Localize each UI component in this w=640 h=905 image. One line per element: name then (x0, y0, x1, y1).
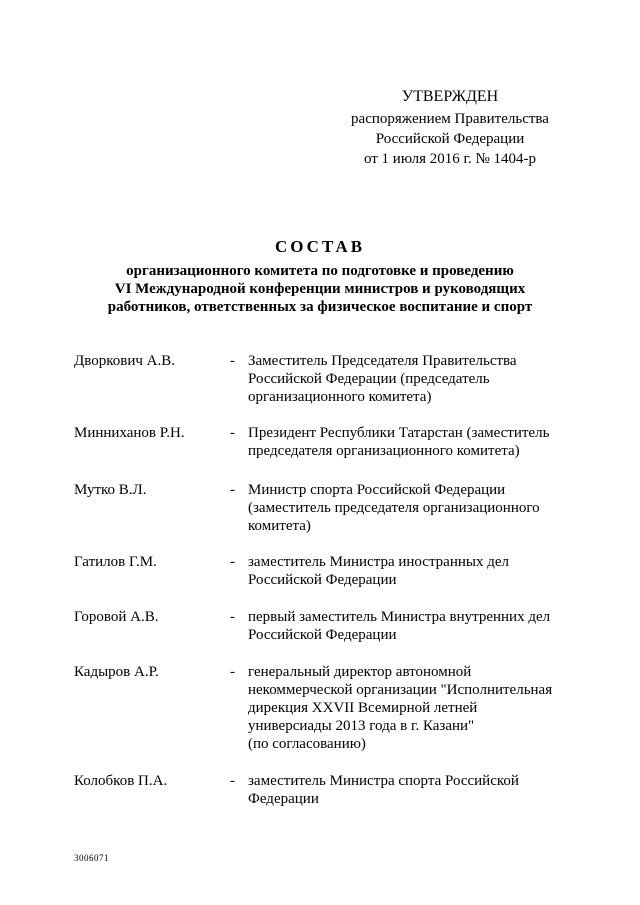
member-dash: - (230, 554, 235, 570)
member-dash: - (230, 482, 235, 498)
document-title: СОСТАВ (274, 237, 366, 256)
member-role: Министр спорта Российской Федерации (заместитель председателя организационного комитета) (248, 482, 540, 534)
subtitle-line-1: организационного комитета по подготовке и проведению (126, 263, 514, 279)
approval-line-3: от 1 июля 2016 г. № 1404-р (363, 151, 537, 167)
member-name: Гатилов Г.М. (74, 554, 157, 570)
member-name: Мутко В.Л. (74, 482, 147, 498)
document-subtitle (60, 262, 580, 316)
member-role: генеральный директор автономной некоммерческой организации "Исполнительная дирекция XXVII Всемирной летней универсиады 2013 года в г. Казани" (по согласованию) (248, 664, 553, 752)
member-row (74, 608, 574, 644)
member-dash: - (230, 425, 235, 441)
approval-stamp (330, 87, 570, 169)
member-dash: - (230, 773, 235, 789)
approval-line-1: распоряжением Правительства (351, 111, 549, 127)
subtitle-line-2: VI Международной конференции министров и руководящих (114, 281, 526, 297)
title-block (60, 236, 580, 316)
member-row (74, 553, 574, 589)
approved-label: УТВЕРЖДЕН (401, 88, 499, 105)
member-role: заместитель Министра спорта Российской Федерации (248, 773, 519, 807)
member-row (74, 663, 574, 753)
approval-line-2: Российской Федерации (375, 131, 525, 147)
member-row (74, 772, 574, 808)
member-row (74, 352, 574, 406)
member-dash: - (230, 353, 235, 369)
subtitle-line-3: работников, ответственных за физическое воспитание и спорт (107, 299, 533, 315)
member-role: Президент Республики Татарстан (заместитель председателя организационного комитета) (248, 425, 550, 459)
member-name: Дворкович А.В. (74, 353, 175, 369)
member-role: заместитель Министра иностранных дел Российской Федерации (248, 554, 509, 588)
members-list (74, 352, 574, 808)
member-role: Заместитель Председателя Правительства Российской Федерации (председатель организационного комитета) (248, 353, 517, 405)
member-name: Минниханов Р.Н. (74, 425, 185, 441)
member-role: первый заместитель Министра внутренних дел Российской Федерации (248, 609, 551, 643)
member-row (74, 424, 574, 460)
member-name: Горовой А.В. (74, 609, 159, 625)
member-name: Колобков П.А. (74, 773, 168, 789)
document-code: 3006071 (74, 853, 109, 863)
member-row (74, 481, 574, 535)
member-dash: - (230, 609, 235, 625)
member-name: Кадыров А.Р. (74, 664, 159, 680)
member-dash: - (230, 664, 235, 680)
